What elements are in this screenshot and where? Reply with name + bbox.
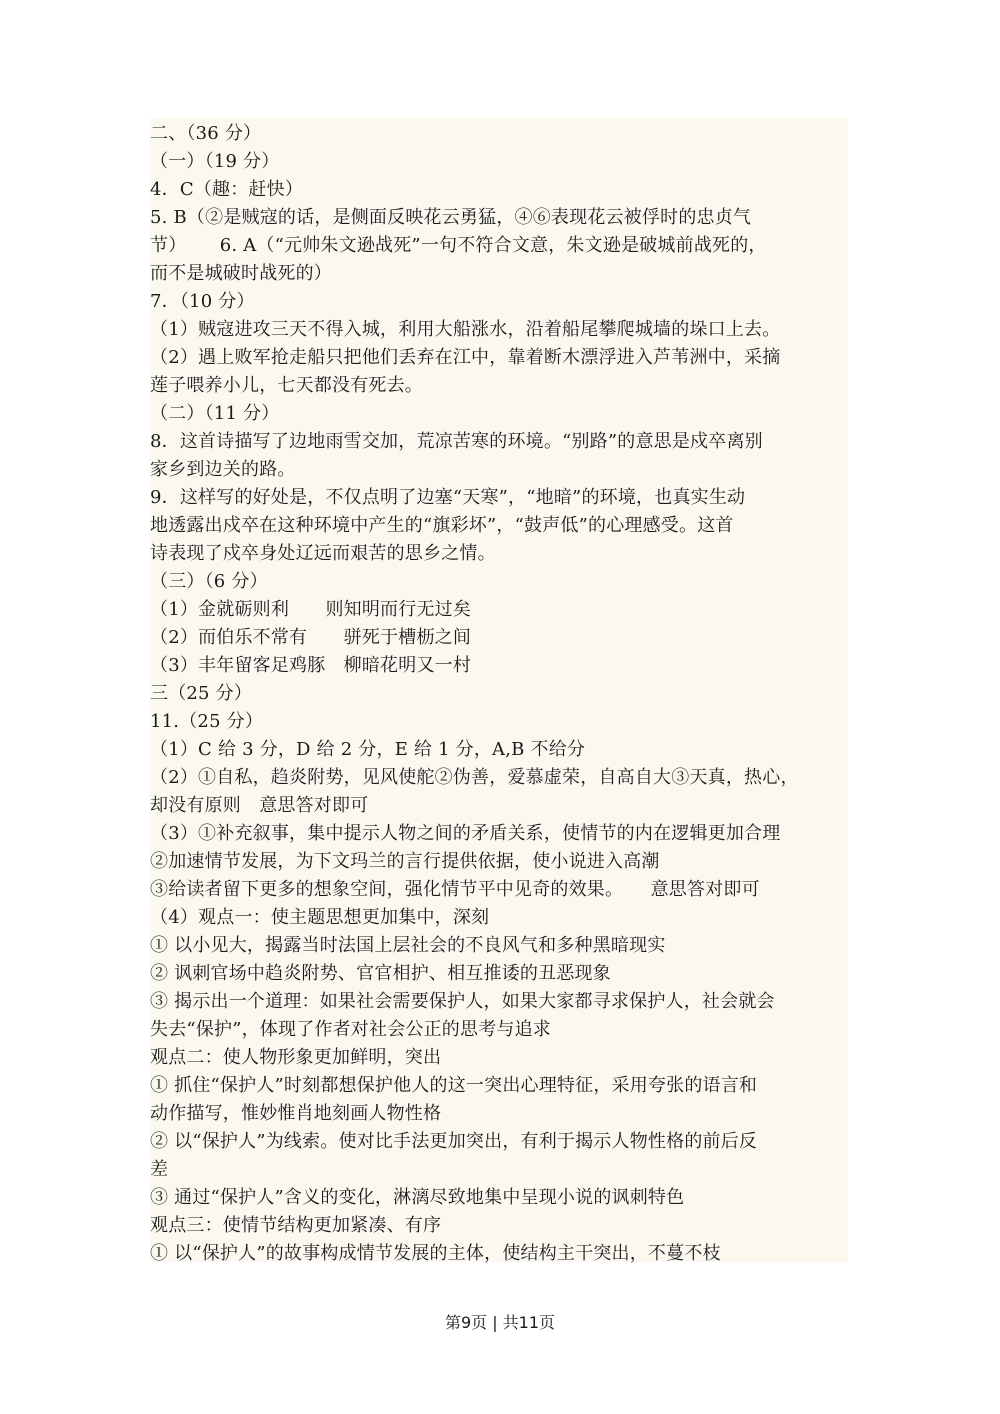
subsection-heading: （三）（6 分） xyxy=(150,571,268,592)
answer-line: 而不是城破时战死的） xyxy=(150,263,332,284)
answer-line: 诗表现了戍卒身处辽远而艰苦的思乡之情。 xyxy=(150,543,496,564)
answer-line: （3）①补充叙事，集中提示人物之间的矛盾关系，使情节的内在逻辑更加合理 xyxy=(150,823,781,844)
answer-line: （2）遇上败军抢走船只把他们丢弃在江中，靠着断木漂浮进入芦苇洲中，采摘 xyxy=(150,347,781,368)
answer-line: （4）观点一：使主题思想更加集中，深刻 xyxy=(150,907,490,928)
answer-line: 地透露出戍卒在这种环境中产生的“旗彩坏”，“鼓声低”的心理感受。这首 xyxy=(150,515,734,536)
section-heading: 三（25 分） xyxy=(150,683,253,704)
answer-line: （2）①自私，趋炎附势，见风使舵②伪善，爱慕虚荣，自高自大③天真，热心， xyxy=(150,767,799,788)
answer-line: （3）丰年留客足鸡豚 柳暗花明又一村 xyxy=(150,655,472,676)
answer-line: 观点三：使情节结构更加紧凑、有序 xyxy=(150,1215,442,1236)
answer-line: （1）贼寇进攻三天不得入城，利用大船涨水，沿着船尾攀爬城墙的垛口上去。 xyxy=(150,319,781,340)
answer-line: 8．这首诗描写了边地雨雪交加，荒凉苦寒的环境。“别路”的意思是戍卒离别 xyxy=(150,431,763,452)
answer-line: ① 抓住“保护人”时刻都想保护他人的这一突出心理特征，采用夸张的语言和 xyxy=(150,1075,758,1096)
answer-line: （2）而伯乐不常有 骈死于槽枥之间 xyxy=(150,627,472,648)
page-number-footer: 第9页 | 共11页 xyxy=(444,1313,556,1332)
answer-line: 莲子喂养小儿，七天都没有死去。 xyxy=(150,375,423,396)
answer-line: ① 以“保护人”的故事构成情节发展的主体，使结构主干突出，不蔓不枝 xyxy=(150,1243,721,1264)
answer-line: 却没有原则 意思答对即可 xyxy=(150,795,369,816)
answer-line: 失去“保护”，体现了作者对社会公正的思考与追求 xyxy=(150,1019,552,1040)
answer-line: 4．C（趣：赶快） xyxy=(150,179,304,200)
answer-line: 9．这样写的好处是，不仅点明了边塞“天寒”，“地暗”的环境，也真实生动 xyxy=(150,487,746,508)
answer-line: 差 xyxy=(150,1159,169,1180)
answer-line: ① 以小见大，揭露当时法国上层社会的不良风气和多种黑暗现实 xyxy=(150,935,666,956)
answer-line: 动作描写，惟妙惟肖地刻画人物性格 xyxy=(150,1103,442,1124)
answer-line: ③给读者留下更多的想象空间，强化情节平中见奇的效果。 意思答对即可 xyxy=(150,879,760,900)
answer-line: 5. B（②是贼寇的话，是侧面反映花云勇猛，④⑥表现花云被俘时的忠贞气 xyxy=(150,207,752,228)
answer-line: 家乡到边关的路。 xyxy=(150,459,296,480)
answer-line: （1）C 给 3 分，D 给 2 分，E 给 1 分，A,B 不给分 xyxy=(150,739,586,760)
answer-key-content xyxy=(150,118,848,1262)
answer-line: ③ 通过“保护人”含义的变化，淋漓尽致地集中呈现小说的讽刺特色 xyxy=(150,1187,685,1208)
answer-line: ② 讽刺官场中趋炎附势、官官相护、相互推诿的丑恶现象 xyxy=(150,963,611,984)
answer-line: 7．（10 分） xyxy=(150,291,255,312)
answer-line: ③ 揭示出一个道理：如果社会需要保护人，如果大家都寻求保护人，社会就会 xyxy=(150,991,775,1012)
answer-line: 11.（25 分） xyxy=(150,711,264,732)
answer-line: ②加速情节发展，为下文玛兰的言行提供依据，使小说进入高潮 xyxy=(150,851,660,872)
subsection-heading: （二）（11 分） xyxy=(150,403,280,424)
answer-line: 观点二：使人物形象更加鲜明，突出 xyxy=(150,1047,442,1068)
answer-line: （1）金就砺则利 则知明而行无过矣 xyxy=(150,599,472,620)
subsection-heading: （一）（19 分） xyxy=(150,151,280,172)
answer-line: 节） 6. A（“元帅朱文逊战死”一句不符合文意，朱文逊是破城前战死的， xyxy=(150,235,767,256)
section-heading: 二、（36 分） xyxy=(150,123,262,144)
answer-line: ② 以“保护人”为线索。使对比手法更加突出，有利于揭示人物性格的前后反 xyxy=(150,1131,758,1152)
